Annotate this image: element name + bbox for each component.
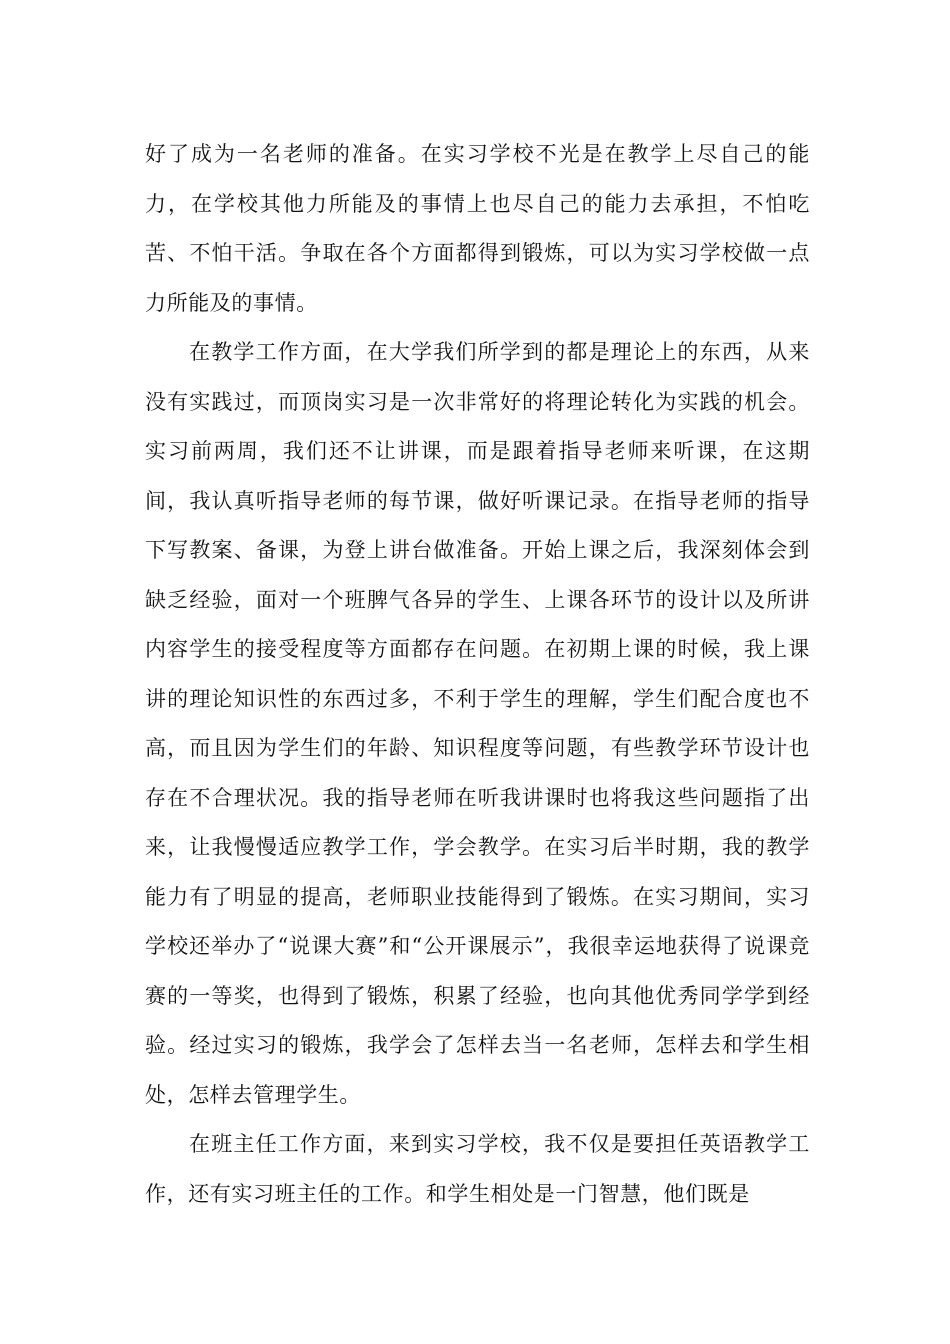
paragraph-teaching-work: 在教学工作方面，在大学我们所学到的都是理论上的东西，从来没有实践过，而顶岗实习是一次非常好的将理论转化为实践的机会。实习前两周，我们还不让讲课，而是跟着指导老师来听课，在这期间，我认真听指导老师的每节课，做好听课记录。在指导老师的指导下写教案、备课，为登上讲台做准备。开始上课之后，我深刻体会到缺乏经验，面对一个班脾气各异的学生、上课各环节的设计以及所讲内容学生的接受程度等方面都存在问题。在初期上课的时候，我上课讲的理论知识性的东西过多，不利于学生的理解，学生们配合度也不高，而且因为学生们的年龄、知识程度等问题，有些教学环节设计也存在不合理状况。我的指导老师在听我讲课时也将我这些问题指了出来，让我慢慢适应教学工作，学会教学。在实习后半时期，我的教学能力有了明显的提高，老师职业技能得到了锻炼。在实习期间，实习学校还举办了“说课大赛”和“公开课展示”，我很幸运地获得了说课竞赛的一等奖，也得到了锻炼，积累了经验，也向其他优秀同学学到经验。经过实习的锻炼，我学会了怎样去当一名老师，怎样去和学生相处，怎样去管理学生。: [145, 340, 810, 1107]
document-body: [145, 130, 810, 1219]
paragraph-continuation: 好了成为一名老师的准备。在实习学校不光是在教学上尽自己的能力，在学校其他力所能及的事情上也尽自己的能力去承担，不怕吃苦、不怕干活。争取在各个方面都得到锻炼，可以为实习学校做一点力所能及的事情。: [145, 142, 810, 315]
paragraph-class-teacher-work: 在班主任工作方面，来到实习学校，我不仅是要担任英语教学工作，还有实习班主任的工作。和学生相处是一门智慧，他们既是: [145, 1132, 810, 1206]
